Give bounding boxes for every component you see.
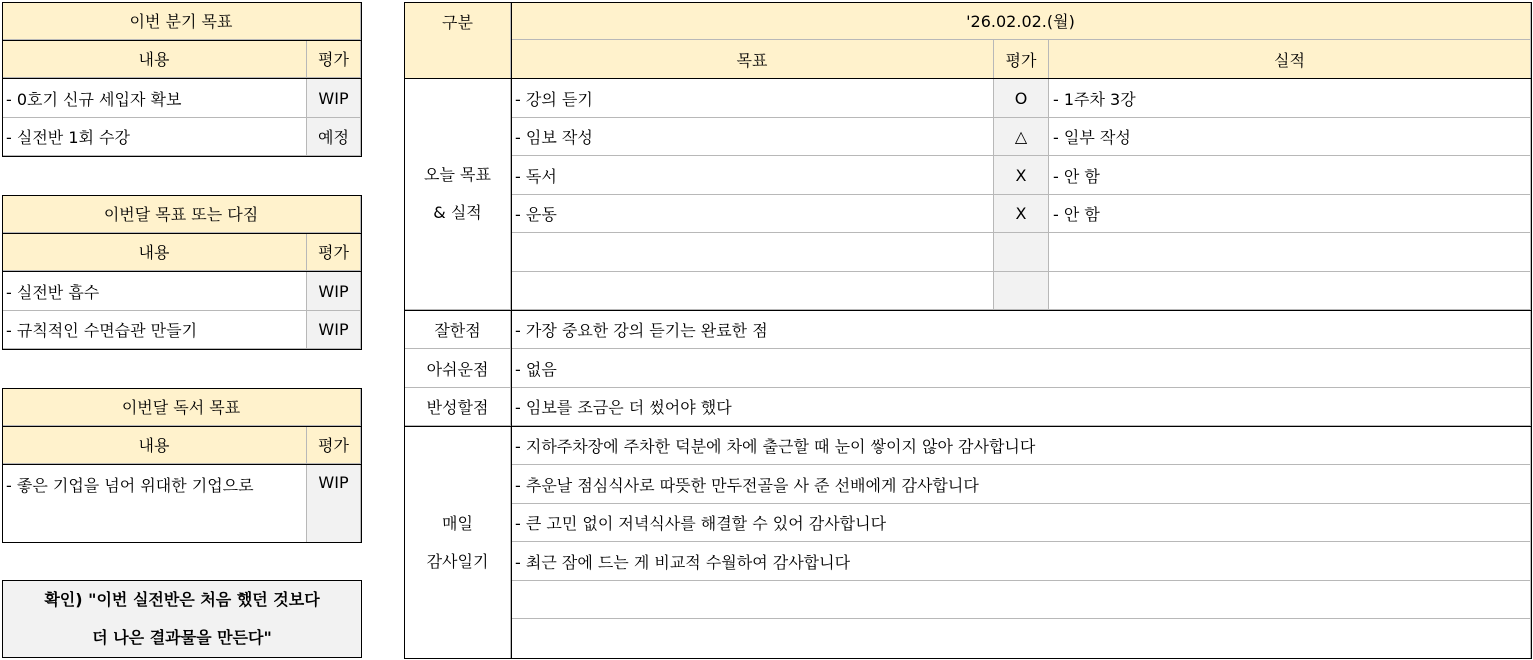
today-eval-2[interactable]: △ <box>994 118 1049 156</box>
divider <box>405 78 1532 79</box>
gratitude-entry-3[interactable]: - 큰 고민 없이 저녁식사를 해결할 수 있어 감사합니다 <box>511 504 1531 542</box>
today-result-3[interactable]: - 안 함 <box>1049 156 1531 195</box>
confirm-line-2: 더 나은 결과물을 만든다" <box>92 628 272 647</box>
divider <box>2 271 361 272</box>
divider <box>405 426 1532 427</box>
month-goals-col-content: 내용 <box>2 233 307 271</box>
month-goals-col-eval: 평가 <box>307 233 361 271</box>
date-header: '26.02.02.(월) <box>511 2 1531 40</box>
month-goal-row-1-eval[interactable]: WIP <box>307 272 361 311</box>
regret-label: 아쉬운점 <box>405 349 511 388</box>
category-header: 구분 <box>405 2 511 79</box>
gratitude-label <box>405 427 511 658</box>
reflect-text[interactable]: - 임보를 조금은 더 썼어야 했다 <box>511 388 1531 426</box>
reading-goal-row-1-eval[interactable]: WIP <box>307 465 361 542</box>
quarter-goals-title: 이번 분기 목표 <box>2 2 361 40</box>
month-goal-row-1-content[interactable]: - 실전반 흡수 <box>2 272 307 311</box>
reading-goals-col-eval: 평가 <box>307 426 361 464</box>
month-goal-row-2-eval[interactable]: WIP <box>307 311 361 349</box>
today-eval-3[interactable]: X <box>994 156 1049 195</box>
month-goals-title: 이번달 목표 또는 다짐 <box>2 195 361 233</box>
gratitude-label-line-1: 매일 <box>442 513 473 533</box>
today-goal-1[interactable]: - 강의 듣기 <box>511 79 994 118</box>
quarter-goal-row-2-content[interactable]: - 실전반 1회 수강 <box>2 118 307 156</box>
today-result-6[interactable] <box>1049 272 1531 310</box>
today-eval-6[interactable] <box>994 272 1049 310</box>
well-done-label: 잘한점 <box>405 311 511 349</box>
reflect-label: 반성할점 <box>405 388 511 426</box>
divider <box>511 2 512 658</box>
today-goals-label <box>405 79 511 310</box>
result-column-header: 실적 <box>1049 40 1531 79</box>
confirm-line-1: 확인) "이번 실전반은 처음 했던 것보다 <box>44 590 320 609</box>
month-goal-row-2-content[interactable]: - 규칙적인 수면습관 만들기 <box>2 311 307 349</box>
gratitude-entry-5[interactable] <box>511 581 1531 619</box>
reading-goals-title: 이번달 독서 목표 <box>2 388 361 426</box>
gratitude-entry-1[interactable]: - 지하주차장에 주차한 덕분에 차에 출근할 때 눈이 쌓이지 않아 감사합니다 <box>511 427 1531 465</box>
today-goal-4[interactable]: - 운동 <box>511 195 994 233</box>
divider <box>405 310 1532 311</box>
divider <box>2 233 361 234</box>
reading-goal-row-1-content[interactable]: - 좋은 기업을 넘어 위대한 기업으로 <box>2 465 307 542</box>
regret-text[interactable]: - 없음 <box>511 349 1531 388</box>
today-goal-3[interactable]: - 독서 <box>511 156 994 195</box>
today-goals-label-line-1: 오늘 목표 <box>424 165 491 184</box>
today-goal-2[interactable]: - 임보 작성 <box>511 118 994 156</box>
divider <box>2 464 361 465</box>
divider <box>2 78 361 79</box>
today-result-1[interactable]: - 1주차 3강 <box>1049 79 1531 118</box>
confirm-box <box>2 580 362 658</box>
divider <box>2 426 361 427</box>
today-result-2[interactable]: - 일부 작성 <box>1049 118 1531 156</box>
eval-column-header: 평가 <box>994 40 1049 79</box>
quarter-goal-row-2-eval[interactable]: 예정 <box>307 118 361 156</box>
today-result-5[interactable] <box>1049 233 1531 272</box>
divider <box>2 40 361 41</box>
gratitude-entry-2[interactable]: - 추운날 점심식사로 따뜻한 만두전골을 사 준 선배에게 감사합니다 <box>511 465 1531 504</box>
quarter-goals-col-content: 내용 <box>2 40 307 78</box>
well-done-text[interactable]: - 가장 중요한 강의 듣기는 완료한 점 <box>511 311 1531 349</box>
gratitude-entry-4[interactable]: - 최근 잠에 드는 게 비교적 수월하여 감사합니다 <box>511 542 1531 581</box>
today-goal-5[interactable] <box>511 233 994 272</box>
goal-column-header: 목표 <box>511 40 994 79</box>
quarter-goals-col-eval: 평가 <box>307 40 361 78</box>
today-result-4[interactable]: - 안 함 <box>1049 195 1531 233</box>
quarter-goal-row-1-eval[interactable]: WIP <box>307 79 361 118</box>
reading-goals-col-content: 내용 <box>2 426 307 464</box>
gratitude-label-line-2: 감사일기 <box>426 551 489 571</box>
quarter-goal-row-1-content[interactable]: - 0호기 신규 세입자 확보 <box>2 79 307 118</box>
today-goals-label-line-2: & 실적 <box>433 203 482 222</box>
gratitude-entry-6[interactable] <box>511 619 1531 658</box>
today-eval-5[interactable] <box>994 233 1049 272</box>
today-eval-1[interactable]: O <box>994 79 1049 118</box>
today-eval-4[interactable]: X <box>994 195 1049 233</box>
today-goal-6[interactable] <box>511 272 994 310</box>
